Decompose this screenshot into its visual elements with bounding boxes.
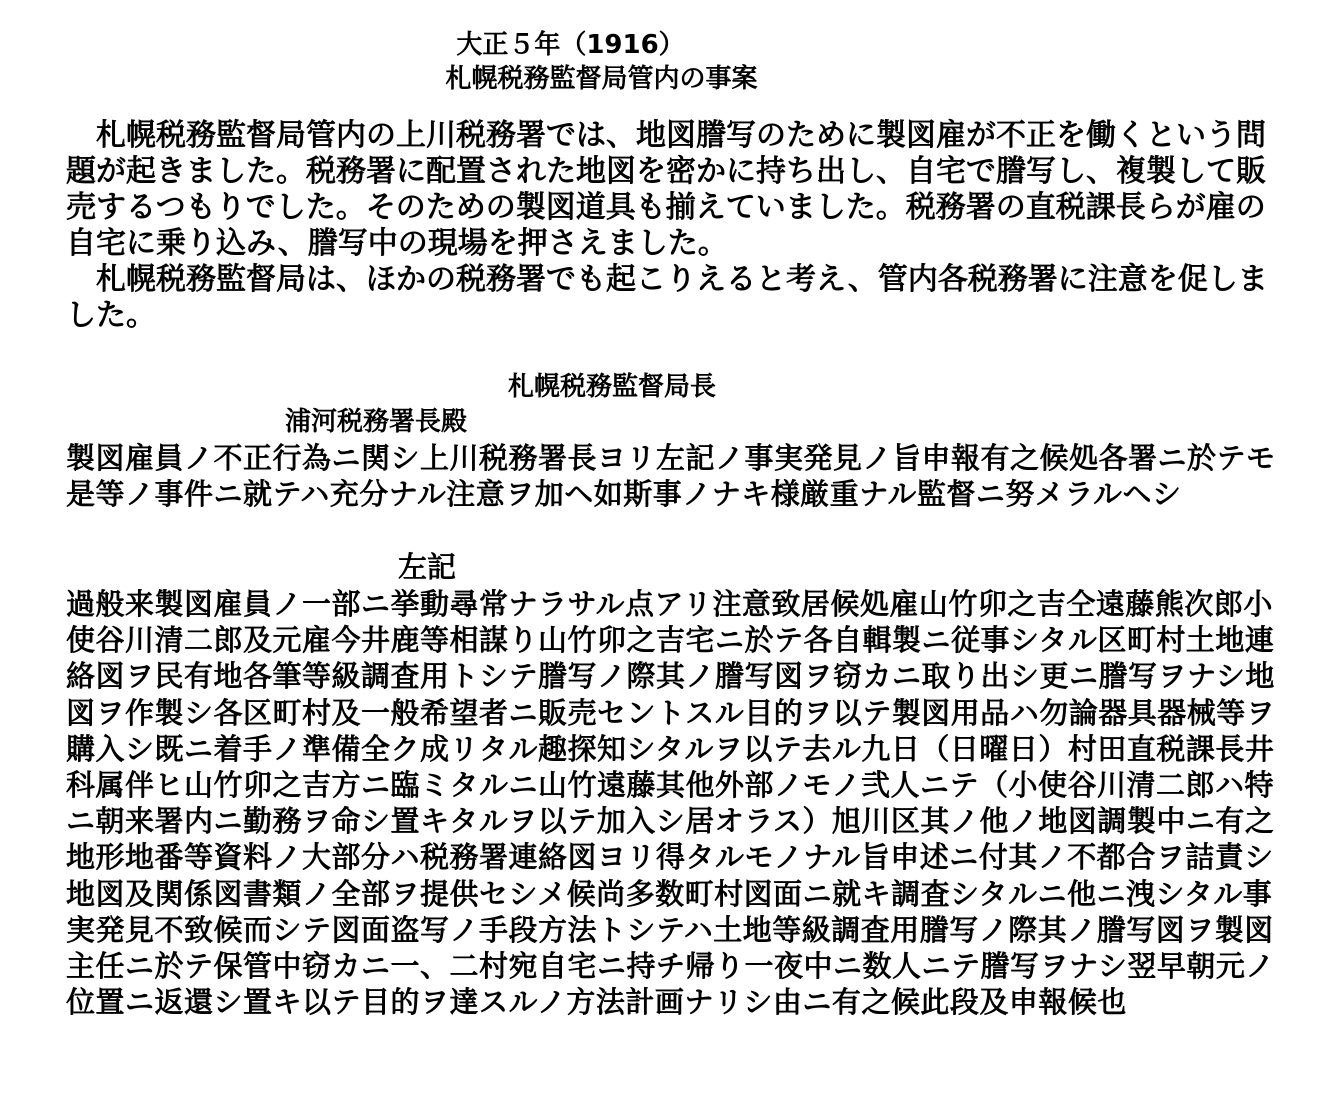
document-body-text: 製図雇員ノ不正行為ニ関シ上川税務署長ヨリ左記ノ事実発見ノ旨申報有之候処各署ニ於テモ是等ノ事件ニ就テハ充分ナル注意ヲ加ヘ如斯事ノナキ様厳重ナル監督ニ努メラルヘシ <box>66 441 1276 511</box>
document-recipient: 浦河税務署長殿 <box>285 407 468 437</box>
document-detail <box>66 586 1286 1020</box>
date-heading: 大正５年（1916） <box>456 30 685 60</box>
title-block <box>0 28 1331 96</box>
summary-paragraph-2: 札幌税務監督局は、ほかの税務署でも起こりえると考え、管内各税務署に注意を促しました。 <box>66 262 1268 333</box>
document-sender: 札幌税務監督局長 <box>508 372 717 402</box>
document-detail-text: 過般来製図雇員ノ一部ニ挙動尋常ナラサル点アリ注意致居候処雇山竹卯之吉仝遠藤熊次郎小使谷川清二郎及元雇今井鹿等相謀り山竹卯之吉宅ニ於テ各自輯製ニ従事シタル区町村土地連絡図ヲ民有地各筆等級調査用トシテ謄写ノ際其ノ謄写図ヲ窃カニ取り出シ更ニ謄写ヲナシ地図ヲ作製シ各区町村及一般希望者ニ販売セントスル目的ヲ以テ製図用品ハ勿論器具器械等ヲ購入シ既ニ着手ノ準備全ク成リタル趣探知シタルヲ以テ去ル九日（日曜日）村田直税課長井科属伴ヒ山竹卯之吉方ニ臨ミタルニ山竹遠藤其他外部ノモノ弐人ニテ（小使谷川清二郎ハ特ニ朝来署内ニ勤務ヲ命シ置キタルヲ以テ加入シ居オラス）旭川区其ノ他ノ地図調製中ニ有之地形地番等資料ノ大部分ハ税務署連絡図ヨリ得タルモノナル旨申述ニ付其ノ不都合ヲ詰責シ地図及関係図書類ノ全部ヲ提供セシメ候尚多数町村図面ニ就キ調査シタルニ他ニ洩シタル事実発見不致候而シテ図面盗写ノ手段方法トシテハ土地等級調査用謄写ノ際其ノ謄写図ヲ製図主任ニ於テ保管中窃カニ一、二村宛自宅ニ持チ帰り一夜中ニ数人ニテ謄写ヲナシ翌早朝元ノ位置ニ返還シ置キ以テ目的ヲ達スルノ方法計画ナリシ由ニ有之候此段及申報候也 <box>66 587 1276 1020</box>
summary-section <box>66 118 1286 334</box>
sakki-label: 左記 <box>398 550 457 584</box>
document-body <box>66 440 1286 512</box>
summary-paragraph-1: 札幌税務監督局管内の上川税務署では、地図謄写のために製図雇が不正を働くという問題が起きました。税務署に配置された地図を密かに持ち出し、自宅で謄写し、複製して販売するつもりでした。そのための製図道具も揃えていました。税務署の直税課長らが雇の自宅に乗り込み、謄写中の現場を押さえました。 <box>66 118 1266 261</box>
page-title: 札幌税務監督局管内の事案 <box>445 64 758 94</box>
